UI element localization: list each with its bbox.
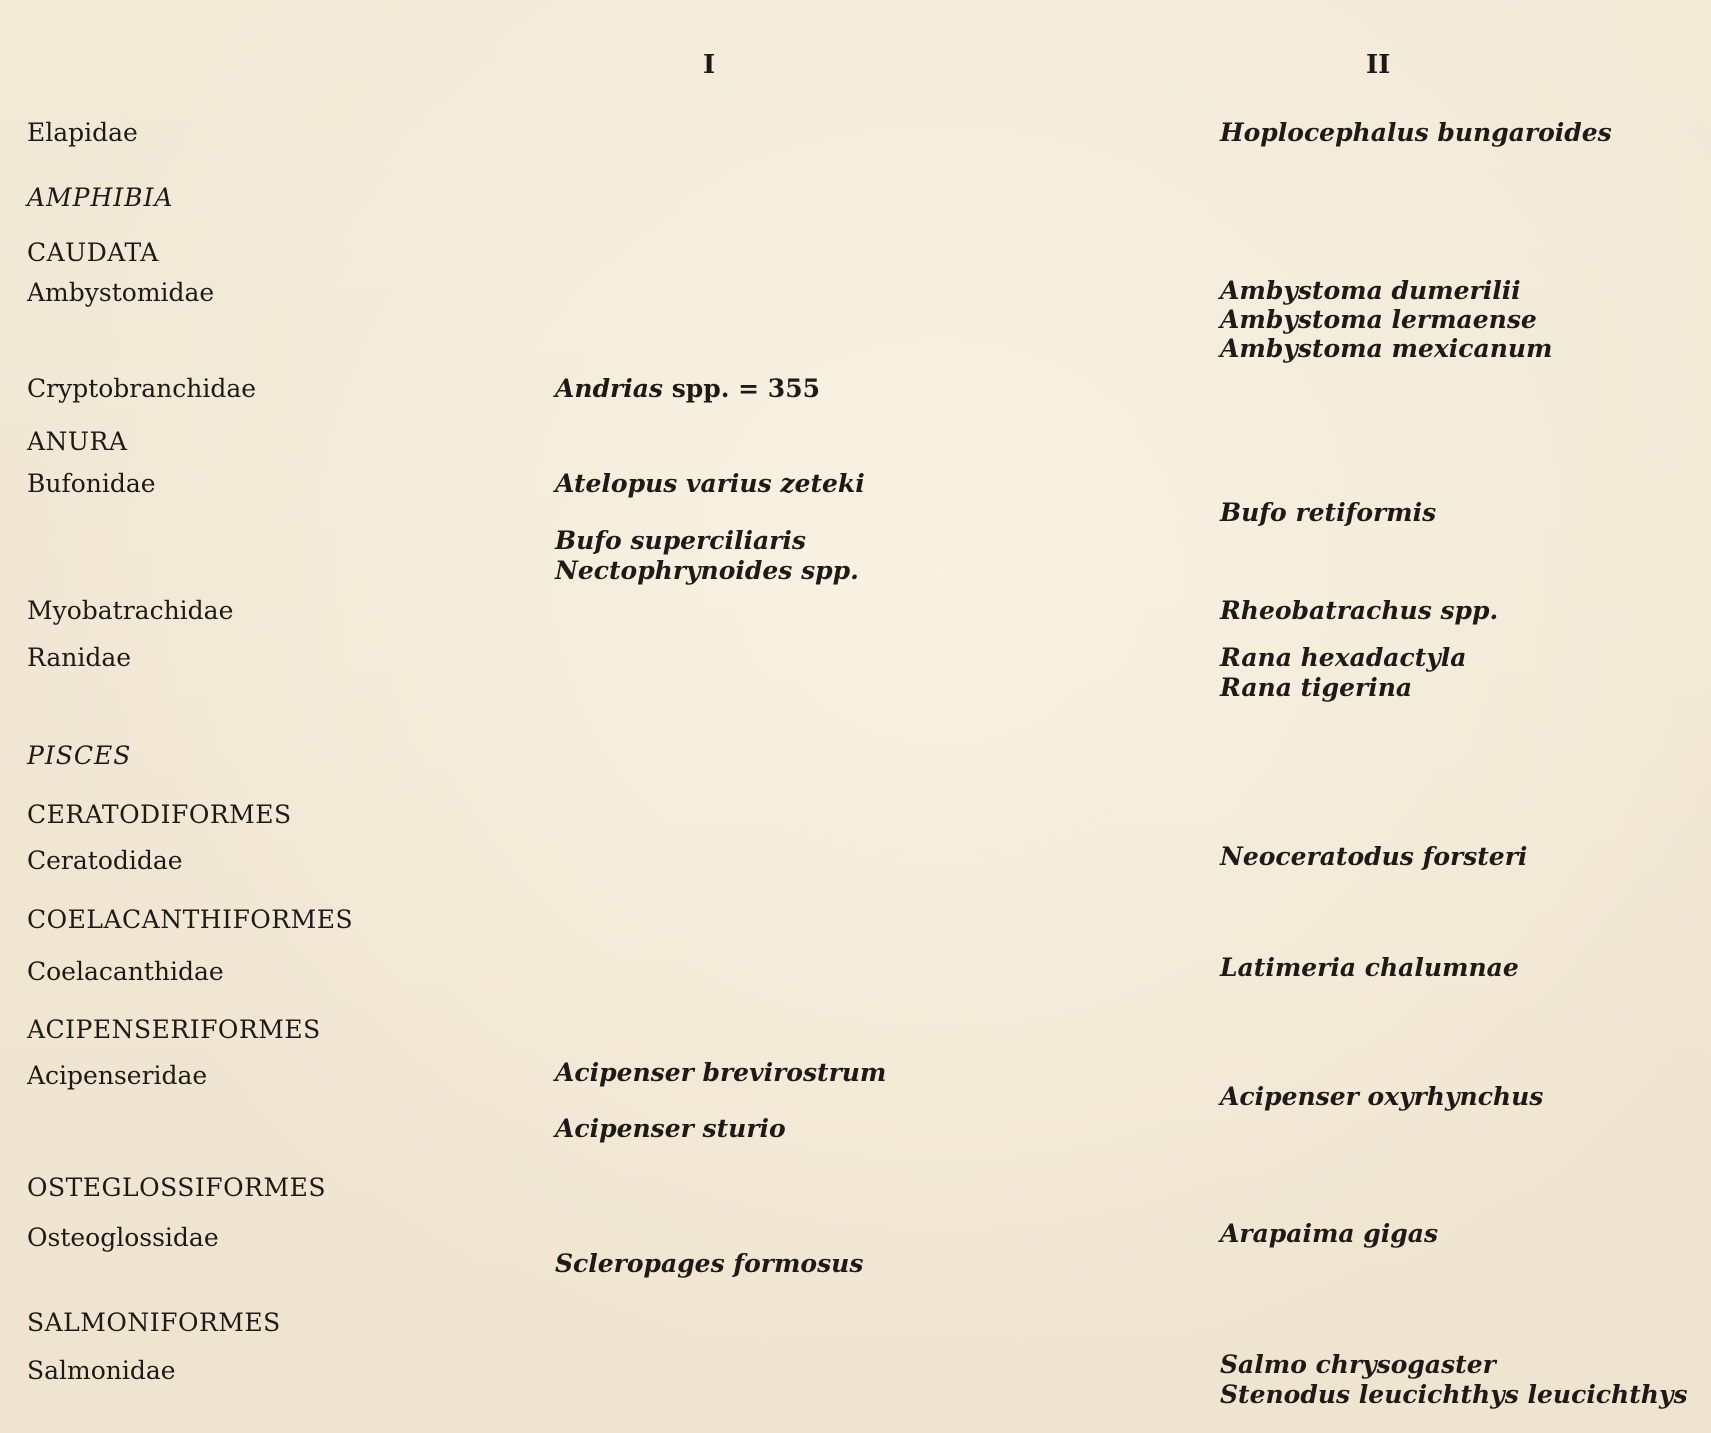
- order-caudata: CAUDATA: [27, 238, 159, 267]
- species-atelopus-varius-zeteki: Atelopus varius zeteki: [555, 469, 865, 498]
- order-anura: ANURA: [27, 427, 128, 456]
- order-salmoniformes: SALMONIFORMES: [27, 1308, 281, 1337]
- species-rana-tigerina: Rana tigerina: [1220, 673, 1413, 702]
- species-bufo-superciliaris: Bufo superciliaris: [555, 526, 806, 555]
- order-coelacanthiformes: COELACANTHIFORMES: [27, 905, 354, 934]
- order-acipenseriformes: ACIPENSERIFORMES: [27, 1015, 321, 1044]
- column-header-i: I: [703, 50, 716, 80]
- order-ceratodiformes: CERATODIFORMES: [27, 800, 292, 829]
- taxon-salmonidae: Salmonidae: [27, 1356, 176, 1385]
- species-andrias-name: Andrias: [555, 374, 663, 403]
- taxon-acipenseridae: Acipenseridae: [27, 1061, 208, 1090]
- species-nectophrynoides: Nectophrynoides spp.: [555, 556, 859, 585]
- species-andrias-note: spp. = 355: [663, 374, 820, 403]
- species-hoplocephalus-bungaroides: Hoplocephalus bungaroides: [1220, 118, 1612, 147]
- species-salmo-chrysogaster: Salmo chrysogaster: [1220, 1350, 1496, 1379]
- taxon-bufonidae: Bufonidae: [27, 469, 156, 498]
- taxon-elapidae: Elapidae: [27, 118, 138, 147]
- species-acipenser-brevirostrum: Acipenser brevirostrum: [555, 1058, 887, 1087]
- taxon-coelacanthidae: Coelacanthidae: [27, 957, 224, 986]
- species-scleropages-formosus: Scleropages formosus: [555, 1249, 864, 1278]
- species-acipenser-oxyrhynchus: Acipenser oxyrhynchus: [1220, 1082, 1544, 1111]
- taxon-ceratodidae: Ceratodidae: [27, 846, 183, 875]
- species-andrias: [555, 374, 820, 403]
- column-header-ii: II: [1366, 50, 1391, 80]
- species-bufo-retiformis: Bufo retiformis: [1220, 498, 1437, 527]
- taxon-cryptobranchidae: Cryptobranchidae: [27, 374, 257, 403]
- species-rana-hexadactyla: Rana hexadactyla: [1220, 643, 1467, 672]
- species-ambystoma-mexicanum: Ambystoma mexicanum: [1220, 334, 1553, 363]
- species-ambystoma-lermaense: Ambystoma lermaense: [1220, 305, 1537, 334]
- class-pisces: PISCES: [27, 741, 132, 770]
- species-arapaima-gigas: Arapaima gigas: [1220, 1219, 1439, 1248]
- taxon-ranidae: Ranidae: [27, 643, 132, 672]
- species-ambystoma-dumerilii: Ambystoma dumerilii: [1220, 276, 1521, 305]
- species-latimeria-chalumnae: Latimeria chalumnae: [1220, 953, 1519, 982]
- species-acipenser-sturio: Acipenser sturio: [555, 1114, 786, 1143]
- taxon-osteoglossidae: Osteoglossidae: [27, 1223, 219, 1252]
- order-osteglossiformes: OSTEGLOSSIFORMES: [27, 1173, 326, 1202]
- species-stenodus-leucichthys: Stenodus leucichthys leucichthys: [1220, 1380, 1688, 1409]
- class-amphibia: AMPHIBIA: [27, 183, 174, 212]
- species-rheobatrachus: Rheobatrachus spp.: [1220, 596, 1499, 625]
- species-neoceratodus-forsteri: Neoceratodus forsteri: [1220, 842, 1528, 871]
- taxon-ambystomidae: Ambystomidae: [27, 278, 215, 307]
- taxon-myobatrachidae: Myobatrachidae: [27, 596, 234, 625]
